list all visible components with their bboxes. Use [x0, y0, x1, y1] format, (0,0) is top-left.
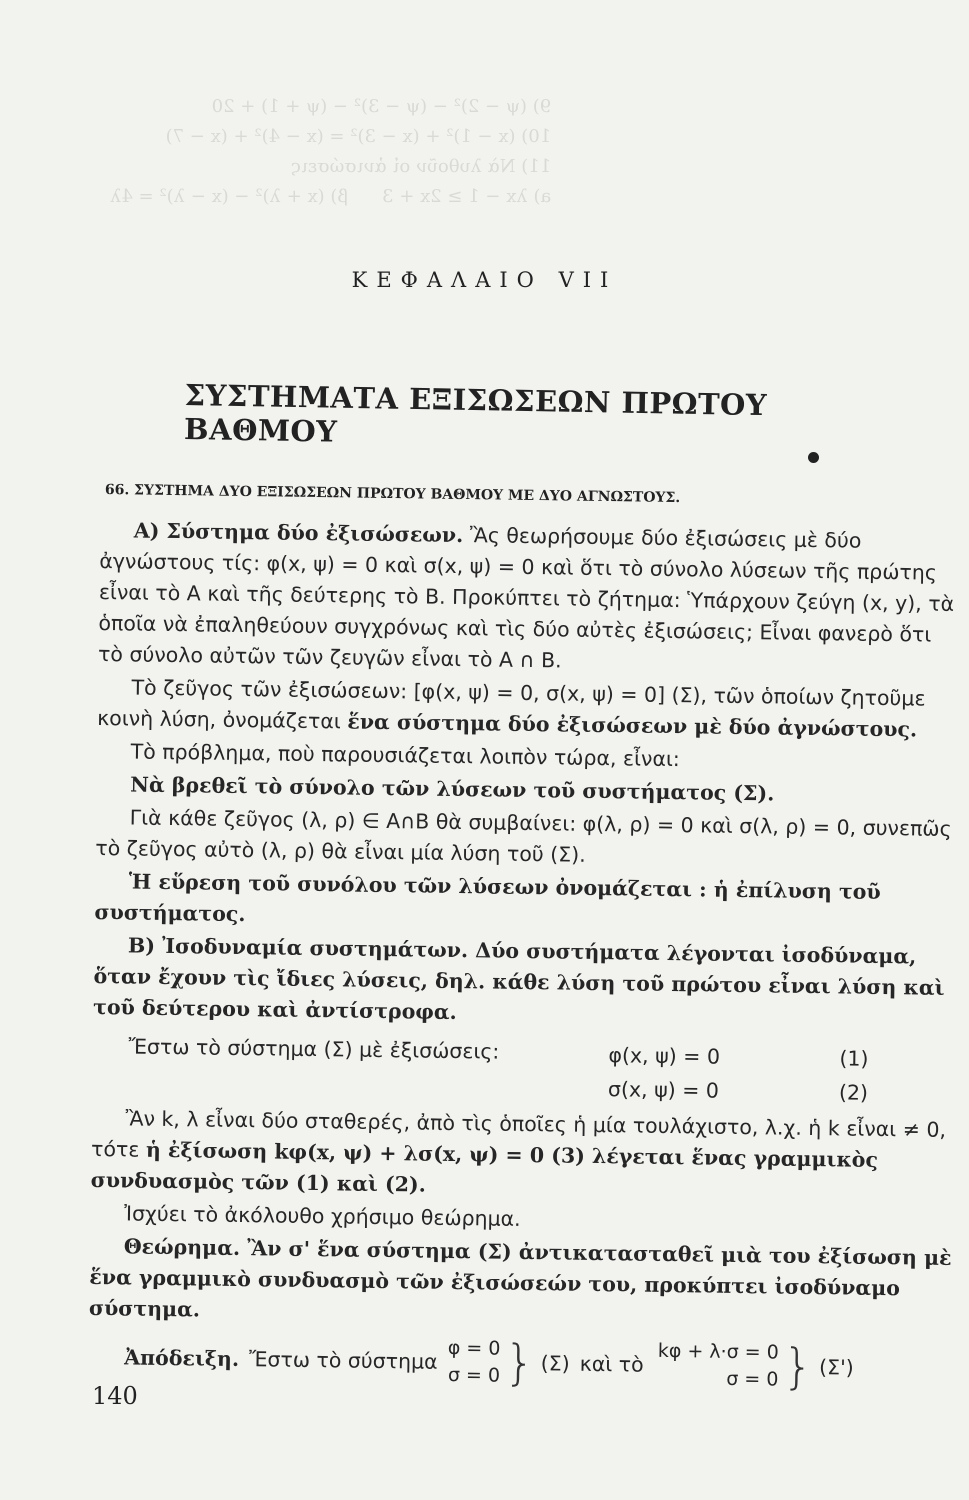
- system-equation-list: [608, 1038, 869, 1110]
- equation-1-number: (1): [839, 1046, 869, 1071]
- system-sigma-label: (Σ): [540, 1350, 570, 1376]
- sigma-prime-eq-1: kφ + λ·σ = 0: [657, 1339, 779, 1364]
- sigma-prime-eq-2: σ = 0: [726, 1367, 779, 1391]
- equation-row: [608, 1072, 868, 1110]
- chapter-title: ΣΥΣΤΗΜΑΤΑ ΕΞΙΣΩΣΕΩΝ ΠΡΩΤΟΥ ΒΑΘΜΟΥ: [183, 378, 768, 449]
- right-brace: }: [782, 1338, 814, 1396]
- pair-text: Τὸ ζεῦγος τῶν ἐξισώσεων: [φ(x, ψ) = 0, σ(x, ψ) = 0] (Σ), τῶν ὁποίων ζητοῦμε κοινὴ λύση, ὀνομάζεται: [96, 675, 926, 734]
- equation-2-number: (2): [838, 1080, 869, 1105]
- section-heading: 66. ΣΥΣΤΗΜΑ ΔΥΟ ΕΞΙΣΩΣΕΩΝ ΠΡΩΤΟΥ ΒΑΘΜΟΥ ΜΕ ΔΥΟ ΑΓΝΩΣΤΟΥΣ.: [104, 482, 681, 507]
- proof: [88, 1330, 951, 1396]
- system-sigma: [447, 1335, 500, 1390]
- proof-mid: καὶ τὸ: [579, 1351, 644, 1377]
- bleed-through-text: 9) (ψ − 2)² − (ψ − 3)² − (ψ + 1) + 20 10) (x − 1)² + (x − 3)² = (x − 4)² + (x − 7) 11) Νὰ λυθοῦν οἱ ἀνισώσεις a) λx − 1 ≥ 2x + 3 β) (x + λ)² − (x − λ)² = 4λ: [110, 96, 552, 207]
- paragraph-combination: [90, 1103, 953, 1208]
- sigma-eq-1: φ = 0: [447, 1336, 501, 1360]
- system-equations: [92, 1031, 955, 1111]
- page-number: 140: [92, 1382, 138, 1410]
- sub-heading-a: Α) Σύστημα δύο ἐξισώσεων.: [133, 518, 464, 548]
- equation-2: σ(x, ψ) = 0: [607, 1077, 720, 1103]
- bullet-dot: [808, 452, 819, 463]
- sigma-eq-2: σ = 0: [447, 1363, 501, 1387]
- paragraph-find: Νὰ βρεθεῖ τὸ σύνολο τῶν λύσεων τοῦ συστήματος (Σ).: [130, 772, 775, 806]
- paragraph-solving: Ἡ εὕρεση τοῦ συνόλου τῶν λύσεων ὀνομάζεται : ἡ ἐπίλυση τοῦ συστήματος.: [94, 869, 881, 927]
- combination-text: Ἂν k, λ εἶναι δύο σταθερές, ἀπὸ τὶς ὁποῖες ἡ μία τουλάχιστο, λ.χ. ἡ k εἶναι ≠ 0, τότε: [90, 1106, 947, 1162]
- paragraph-a-text: Ἂς θεωρήσουμε δύο ἐξισώσεις μὲ δύο ἀγνώστους τίς: φ(x, ψ) = 0 καὶ σ(x, ψ) = 0 καὶ ὅτι τὸ σύνολο λύσεων τῆς πρώτης εἶναι τὸ Α καὶ τῆς δεύτερης τὸ Β. Προκύπτει τὸ ζήτημα: Ὑπάρχουν ζεύγη (x, y), τὰ ὁποῖα νὰ ἐπαληθεύουν συγχρόνως καὶ τὶς δύο αὐτὲς ἐξισώσεις; Εἶναι φανερὸ ὅτι τὸ σύνολο αὐτῶν τῶν ζευγῶν εἶναι τὸ Α ∩ Β.: [97, 523, 955, 673]
- body-text: [88, 515, 962, 1396]
- equation-row: [608, 1038, 868, 1076]
- paragraph-system-a: [98, 515, 962, 682]
- system-sigma-prime-label: (Σ'): [818, 1354, 854, 1380]
- paragraph-pair: [97, 672, 960, 746]
- chapter-label: ΚΕΦΑΛΑΙΟ VII: [351, 268, 618, 292]
- paragraph-problem: Τὸ πρόβλημα, ποὺ παρουσιάζεται λοιπὸν τώρα, εἶναι:: [130, 739, 680, 772]
- paragraph-equivalence: Β) Ἰσοδυναμία συστημάτων. Δύο συστήματα λέγονται ἰσοδύναμα, ὅταν ἔχουν τὶς ἴδιες λύσεις, δηλ. κάθε λύση τοῦ πρώτου εἶναι λύση καὶ τοῦ δεύτερου καὶ ἀντίστροφα.: [92, 933, 945, 1025]
- paragraph-holds: Ἰσχύει τὸ ἀκόλουθο χρήσιμο θεώρημα.: [124, 1201, 521, 1231]
- combination-definition: ἡ ἐξίσωση kφ(x, ψ) + λσ(x, ψ) = 0 (3) λέγεται ἕνας γραμμικὸς συνδυασμὸς τῶν (1) καὶ (2).: [90, 1137, 879, 1197]
- equation-1: φ(x, ψ) = 0: [608, 1043, 721, 1069]
- system-intro: Ἔστω τὸ σύστημα (Σ) μὲ ἐξισώσεις:: [128, 1034, 500, 1064]
- pair-definition: ἕνα σύστημα δύο ἐξισώσεων μὲ δύο ἀγνώστους.: [347, 709, 918, 742]
- theorem: Θεώρημα. Ἂν σ' ἕνα σύστημα (Σ) ἀντικατασταθεῖ μιὰ του ἐξίσωση μὲ ἕνα γραμμικὸ συνδυασμὸ τῶν ἐξισώσεών του, προκύπτει ἰσοδύναμο σύστημα.: [88, 1234, 952, 1322]
- paragraph-each-pair: Γιὰ κάθε ζεῦγος (λ, ρ) ∈ Α∩Β θὰ συμβαίνει: φ(λ, ρ) = 0 καὶ σ(λ, ρ) = 0, συνεπῶς τὸ ζεῦγος αὐτὸ (λ, ρ) θὰ εἶναι μία λύση τοῦ (Σ).: [95, 805, 952, 867]
- proof-label: Ἀπόδειξη.: [124, 1344, 240, 1371]
- system-sigma-prime: [657, 1338, 779, 1394]
- right-brace: }: [503, 1334, 536, 1392]
- proof-intro: Ἔστω τὸ σύστημα: [248, 1346, 438, 1374]
